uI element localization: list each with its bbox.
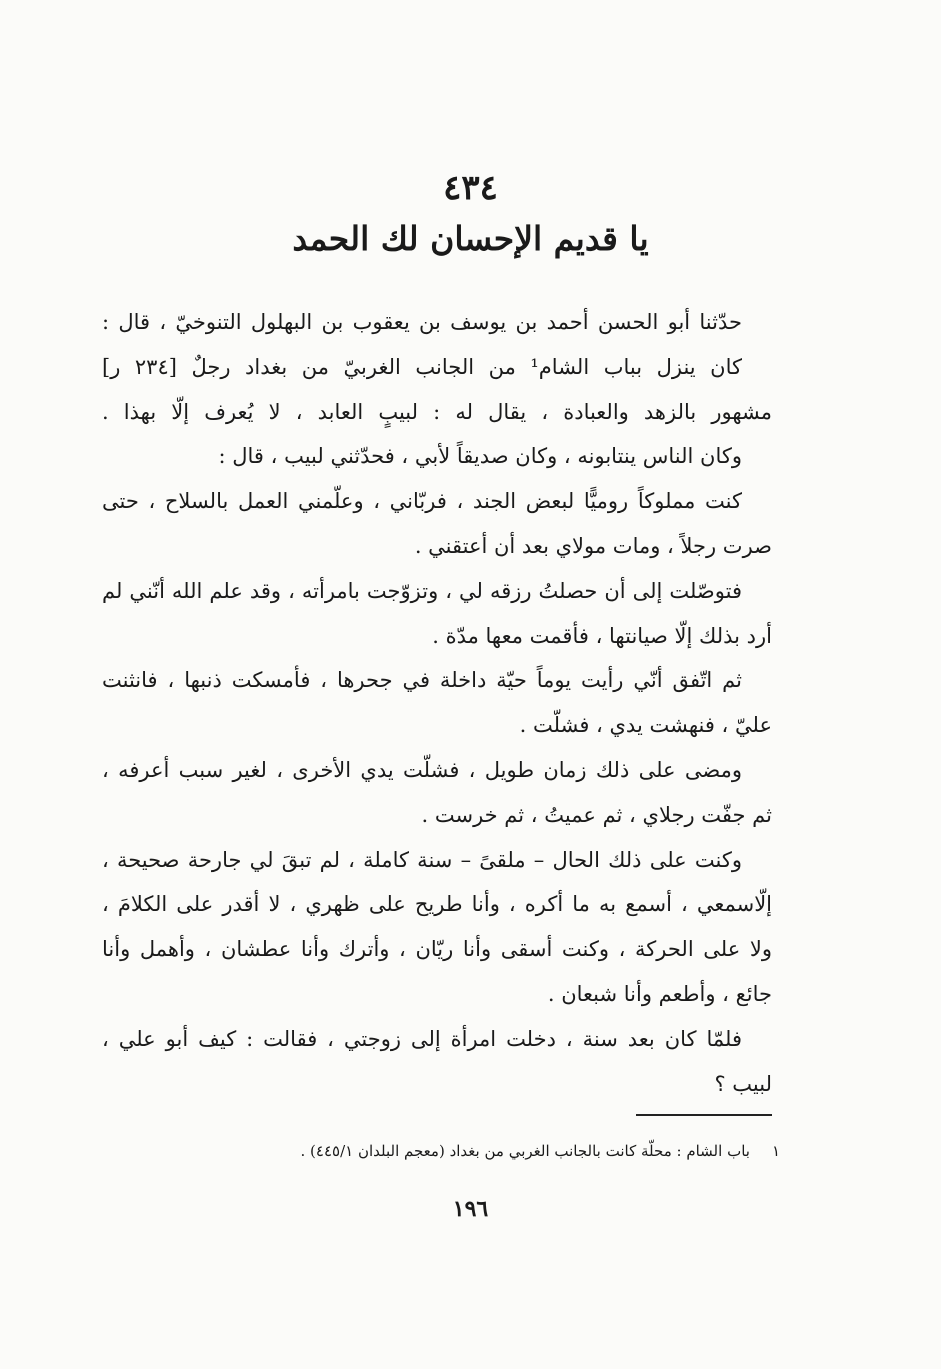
text-line: وكان الناس ينتابونه ، وكان صديقاً لأبي ، فحدّثني لبيب ، قال : (218, 444, 742, 469)
text-line: حدّثنا أبو الحسن أحمد بن يوسف بن يعقوب بن البهلول التنوخيّ ، قال : (102, 310, 742, 334)
footnote-divider (636, 1114, 772, 1116)
text-line: مشهور بالزهد والعبادة ، يقال له : لبيبٍ العابد ، لا يُعرف إلّا بهذا . (102, 399, 772, 424)
story-title: يا قديم الإحسان لك الحمد (292, 219, 649, 258)
text-line: صرت رجلاً ، ومات مولاي بعد أن أعتقني . (414, 533, 772, 558)
text-line: ثم اتّفق أنّي رأيت يوماً حيّة داخلة في جحرها ، فأمسكت ذنبها ، فانثنت (102, 668, 742, 693)
body-text (102, 300, 772, 1106)
page-number: ١٩٦ (452, 1196, 489, 1222)
footnote-number: ١ (771, 1142, 780, 1160)
text-line: لبيب ؟ (714, 1071, 772, 1096)
footnote (240, 1136, 780, 1166)
text-line: عليّ ، فنهشت يدي ، فشلّت . (519, 713, 772, 738)
story-number: ٤٣٤ (443, 168, 498, 208)
text-line: كنت مملوكاً روميًّا لبعض الجند ، فربّاني ، وعلّمني العمل بالسلاح ، حتى (102, 489, 742, 514)
text-line: جائع ، وأطعم وأنا شبعان . (547, 981, 772, 1006)
text-line: أرد بذلك إلّا صيانتها ، فأقمت معها مدّة . (432, 623, 772, 648)
text-line: ولا على الحركة ، وكنت أسقى وأنا ريّان ، وأترك وأنا عطشان ، وأهمل وأنا (102, 937, 772, 962)
text-line: إلّاسمعي ، أسمع به ما أكره ، وأنا طريح على ظهري ، لا أقدر على الكلامَ ، (102, 892, 772, 917)
text-line: كان ينزل بباب الشام¹ من الجانب الغربيّ من بغداد رجلٌ [٢٣٤ ر] (102, 354, 742, 379)
text-line: فتوصّلت إلى أن حصلتُ رزقه لي ، وتزوّجت بامرأته ، وقد علم الله أنّني لم (102, 578, 742, 603)
text-line: فلمّا كان بعد سنة ، دخلت امرأة إلى زوجتي ، فقالت : كيف أبو علي ، (102, 1026, 742, 1051)
text-line: ومضى على ذلك زمان طويل ، فشلّت يدي الأخرى ، لغير سبب أعرفه ، (102, 757, 742, 782)
footnote-text: باب الشام : محلّة كانت بالجانب الغربي من بغداد (معجم البلدان ٤٤٥/١) . (300, 1142, 750, 1160)
text-line: ثم جفّت رجلاي ، ثم عميتُ ، ثم خرست . (421, 802, 772, 827)
text-line: وكنت على ذلك الحال – ملقىً – سنة كاملة ، لم تبقَ لي جارحة صحيحة ، (102, 847, 742, 872)
